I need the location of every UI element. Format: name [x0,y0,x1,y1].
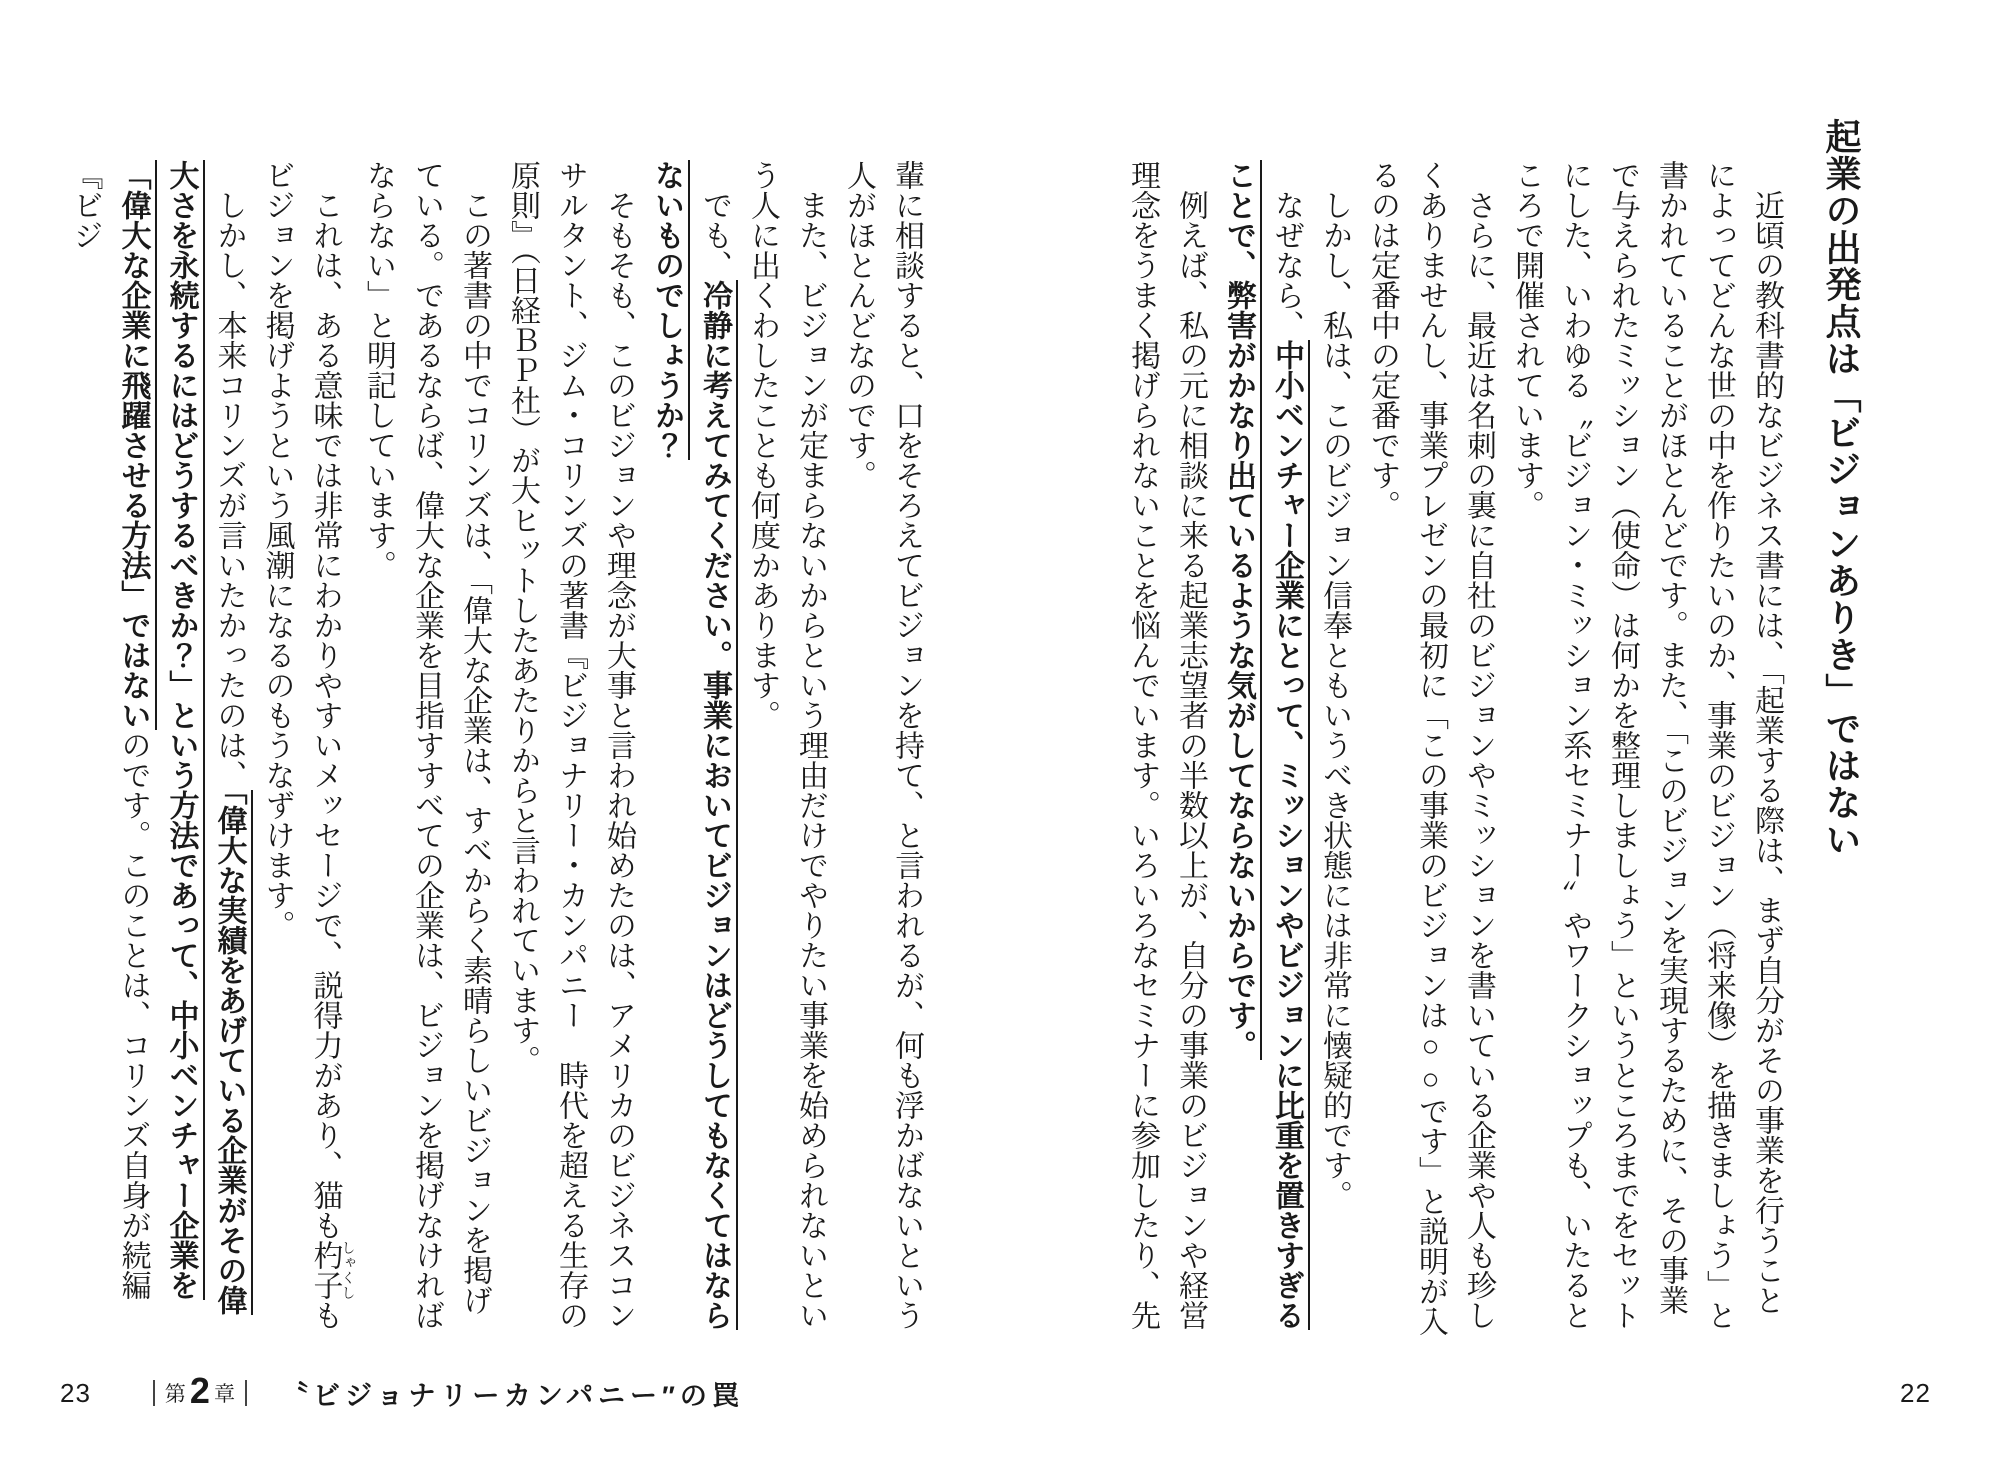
text-run: 輩に相談すると、口をそろえてビジョンを持て、と言われるが、何も浮かばないという人がほとんどなのです。 [842,160,923,1330]
paragraph [738,160,834,1336]
paragraph [61,160,253,1336]
text-run: のです。このことは、コリンズ自身が続編『ビジ [68,160,150,1300]
paragraph [642,160,738,1336]
paragraph [498,160,642,1336]
paragraph [1310,160,1358,1336]
footer-left [60,1372,744,1414]
text-run: さらに、最近は名刺の裏に自社のビジョンやミッションを書いている企業や人も珍しくありませんし、事業プレゼンの最初に「この事業のビジョンは○○です」と説明が入るのは定番中の定番です。 [1366,160,1495,1336]
emphasized-text: 中小ベンチャー企業にとって、ミッションやビジョンに比重を置きすぎることで、弊害がかなり出ているような気がしてならないからです。 [1222,160,1310,1330]
text-run: そもそも、このビジョンや理念が大事と言われ始めたのは、アメリカのビジネスコンサルタント、ジム・コリンズの著書『ビジョナリー・カンパニー 時代を超える生存の原則』（日経ＢＰ社）が大ヒットしたあたりからと言われています。 [506,160,635,1330]
section-heading: 起業の出発点は「ビジョンありき」ではない [1821,118,1862,858]
text-run: 近頃の教科書的なビジネス書には、「起業する際は、まず自分がその事業を行うことによってどんな世の中を作りたいのか、事業のビジョン（将来像）を描きましょう」と書かれていることがほとんどです。また、「このビジョンを実現するために、その事業で与えられたミッション（使命）は何かを整理しましょう」というところまでをセットにした、いわゆる〝ビジョン・ミッション系セミナー〟やワークショップも、いたるところで開催されています。 [1510,160,1783,1330]
chapter-marker [165,1372,235,1414]
text-run: 例えば、私の元に相談に来る起業志望者の半数以上が、自分の事業のビジョンや経営理念をうまく掲げられないことを悩んでいます。いろいろなセミナーに参加したり、先 [1126,160,1207,1330]
text-run: もビジョンを掲げようという風潮になるのもうなずけます。 [260,160,342,1330]
text-run: しかし、本来コリンズが言いたかったのは、 [212,190,246,790]
text-run: しかし、私は、このビジョン信奉ともいうべき状態には非常に懐疑的です。 [1318,190,1351,1210]
paragraph [834,160,930,1336]
text-run: また、ビジョンが定まらないからという理由だけでやりたい事業を始められないという人に出くわしたことも何度かあります。 [746,160,827,1330]
body-text-right [1118,160,1790,1336]
text-run: でも、 [698,190,731,280]
paragraph [1214,160,1310,1336]
running-title: 〝ビジョナリーカンパニー″の罠 [280,1380,744,1411]
chapter-prefix: 第 [164,1383,186,1406]
divider-line [153,1380,155,1406]
text-run: これは、ある意味では非常にわかりやすいメッセージで、説得力があり、猫も [308,190,342,1240]
chapter-suffix: 章 [213,1383,235,1406]
emphasized-text: 冷静に考えてみてください。事業においてビジョンはどうしてもなくてはならないものでしょうか？ [650,160,738,1330]
page-number-left: 23 [60,1377,91,1408]
paragraph [253,160,355,1336]
paragraph [1502,160,1790,1336]
page-number-right: 22 [1900,1378,1931,1408]
ruby-annotated-word: 杓子しゃくし [308,1240,355,1300]
paragraph [354,160,498,1336]
divider-line [245,1380,247,1406]
text-run: なぜなら、 [1270,190,1303,340]
emphasized-text: 「偉大な実績をあげている企業がその偉大さを永続するにはどうするべきか？」という方法であって、中小ベンチャー企業を「偉大な企業に飛躍させる方法」ではない [117,160,253,1315]
body-text-left [61,160,931,1336]
paragraph [1358,160,1502,1336]
chapter-number: 2 [189,1370,210,1411]
paragraph [1118,160,1214,1336]
text-run: この著書の中でコリンズは、「偉大な企業は、すべからく素晴らしいビジョンを掲げている。であるならば、偉大な企業を目指すすべての企業は、ビジョンを掲げなければならない」と明記しています。 [362,160,491,1330]
